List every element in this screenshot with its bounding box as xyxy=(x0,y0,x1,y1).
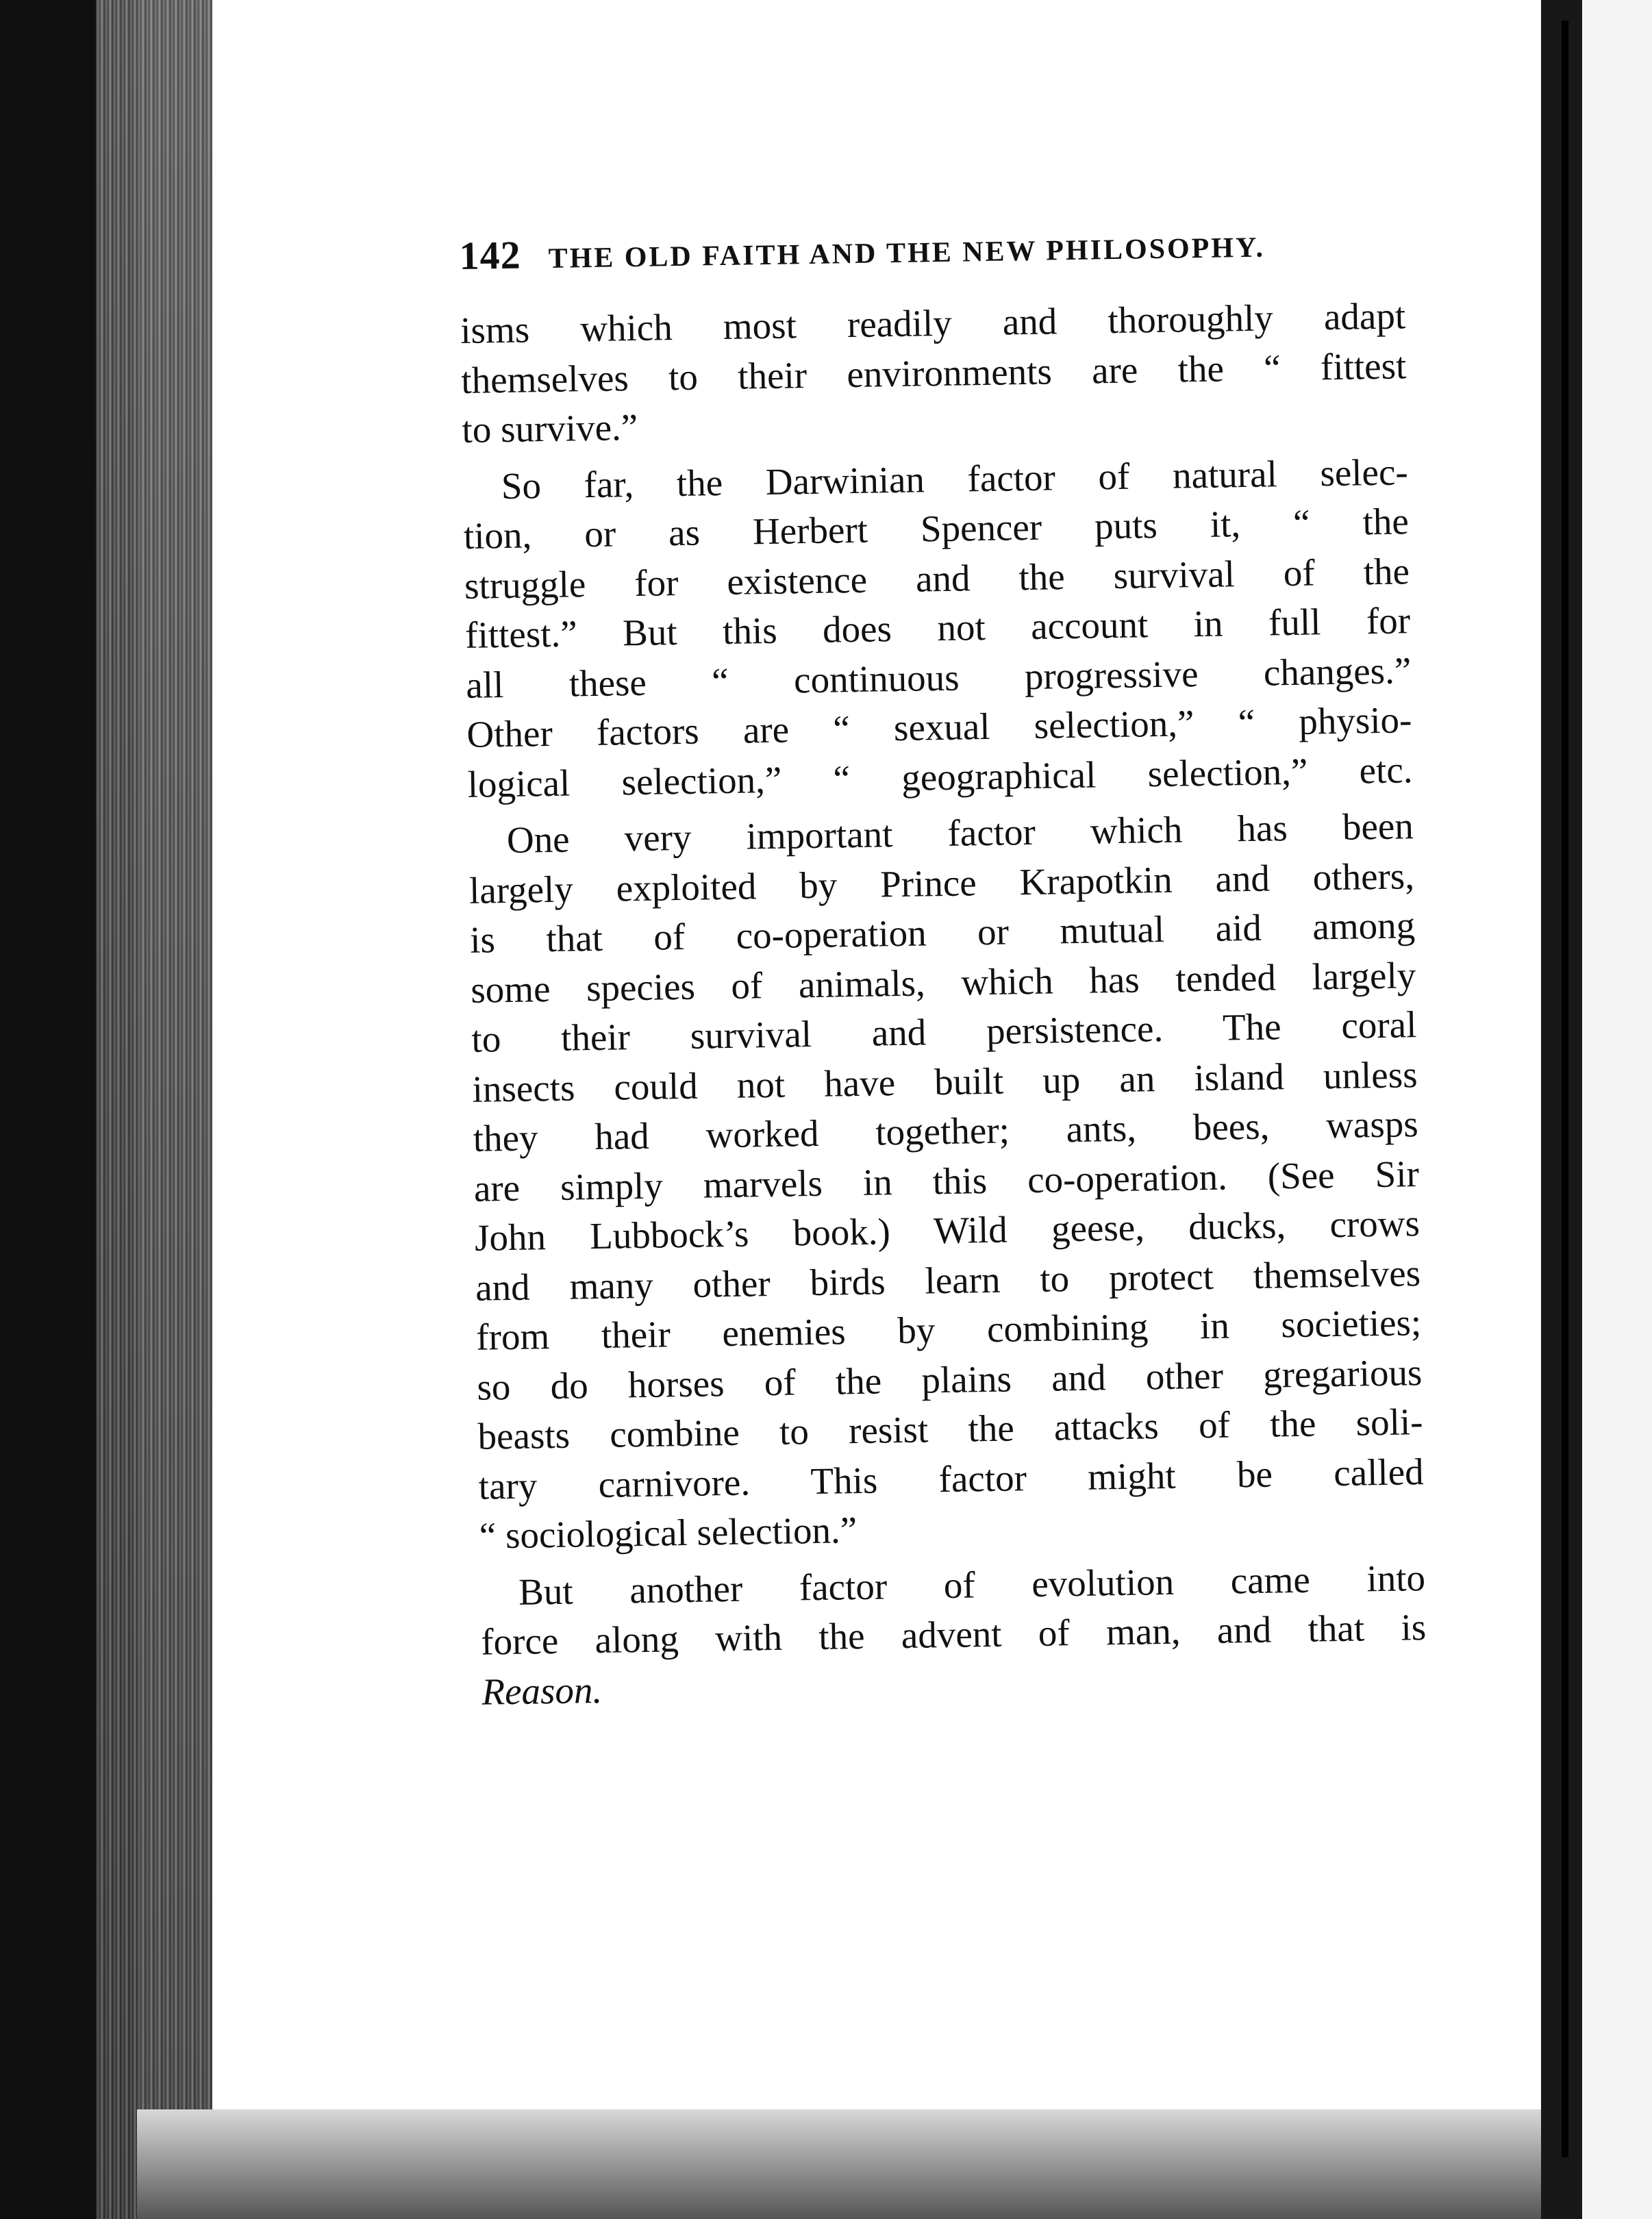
text-line: insects could not have built up an island unless xyxy=(472,1053,1418,1110)
book-page-edges xyxy=(96,0,219,2219)
text-line: fittest.” But this does not account in full for xyxy=(464,599,1411,656)
text-line: John Lubbock’s book.) Wild geese, ducks, crows xyxy=(474,1202,1421,1259)
text-line: beasts combine to resist the attacks of the soli- xyxy=(477,1401,1423,1457)
text-line: they had worked together; ants, bees, wasps xyxy=(473,1103,1419,1159)
text-line: force along with the advent of man, and that is xyxy=(480,1606,1427,1663)
facing-page-edge xyxy=(1582,0,1652,2219)
text-line: to survive.” xyxy=(462,405,638,451)
text-line: to their survival and persistence. The coral xyxy=(471,1003,1417,1060)
text-line: largely exploited by Prince Krapotkin and others, xyxy=(468,854,1415,912)
text-line: themselves to their environments are the “ fittest xyxy=(460,344,1407,401)
text-line: isms which most readily and thoroughly adapt xyxy=(460,294,1406,351)
text-line: “ sociological selection.” xyxy=(479,1509,858,1557)
text-line: Other factors are “ sexual selection,” “ physio- xyxy=(466,699,1412,755)
text-line: tary carnivore. This factor might be called xyxy=(478,1450,1425,1507)
page-content xyxy=(459,218,1427,1723)
text-line: tion, or as Herbert Spencer puts it, “ the xyxy=(463,500,1410,557)
running-title: THE OLD FAITH AND THE NEW PHILOSOPHY. xyxy=(548,231,1266,275)
page-edge-line xyxy=(1562,21,1568,2157)
paragraph-1 xyxy=(460,291,1407,455)
text-line: struggle for existence and the survival of the xyxy=(464,549,1410,607)
text-line: So far, the Darwinian factor of natural selec- xyxy=(501,450,1409,507)
paragraph-3 xyxy=(468,801,1425,1561)
text-line-italic: Reason. xyxy=(481,1668,603,1713)
text-line: is that of co-operation or mutual aid among xyxy=(469,904,1416,961)
paragraph-4 xyxy=(480,1553,1427,1717)
text-line: all these “ continuous progressive changes.” xyxy=(465,649,1412,706)
page-number: 142 xyxy=(459,232,522,278)
text-line: are simply marvels in this co-operation. (See Sir xyxy=(473,1152,1420,1209)
scan-border-bottom xyxy=(137,2109,1562,2219)
text-line: logical selection,” “ geographical selection,” etc. xyxy=(467,748,1413,805)
text-line: some species of animals, which has tended largely xyxy=(470,953,1416,1011)
text-line: and many other birds learn to protect themselves xyxy=(475,1251,1421,1309)
text-line: so do horses of the plains and other gregarious xyxy=(476,1351,1423,1408)
text-line: One very important factor which has been xyxy=(506,805,1414,862)
text-line: from their enemies by combining in societies; xyxy=(475,1301,1422,1358)
paragraph-2 xyxy=(462,447,1413,810)
text-line: But another factor of evolution came into xyxy=(518,1556,1426,1613)
